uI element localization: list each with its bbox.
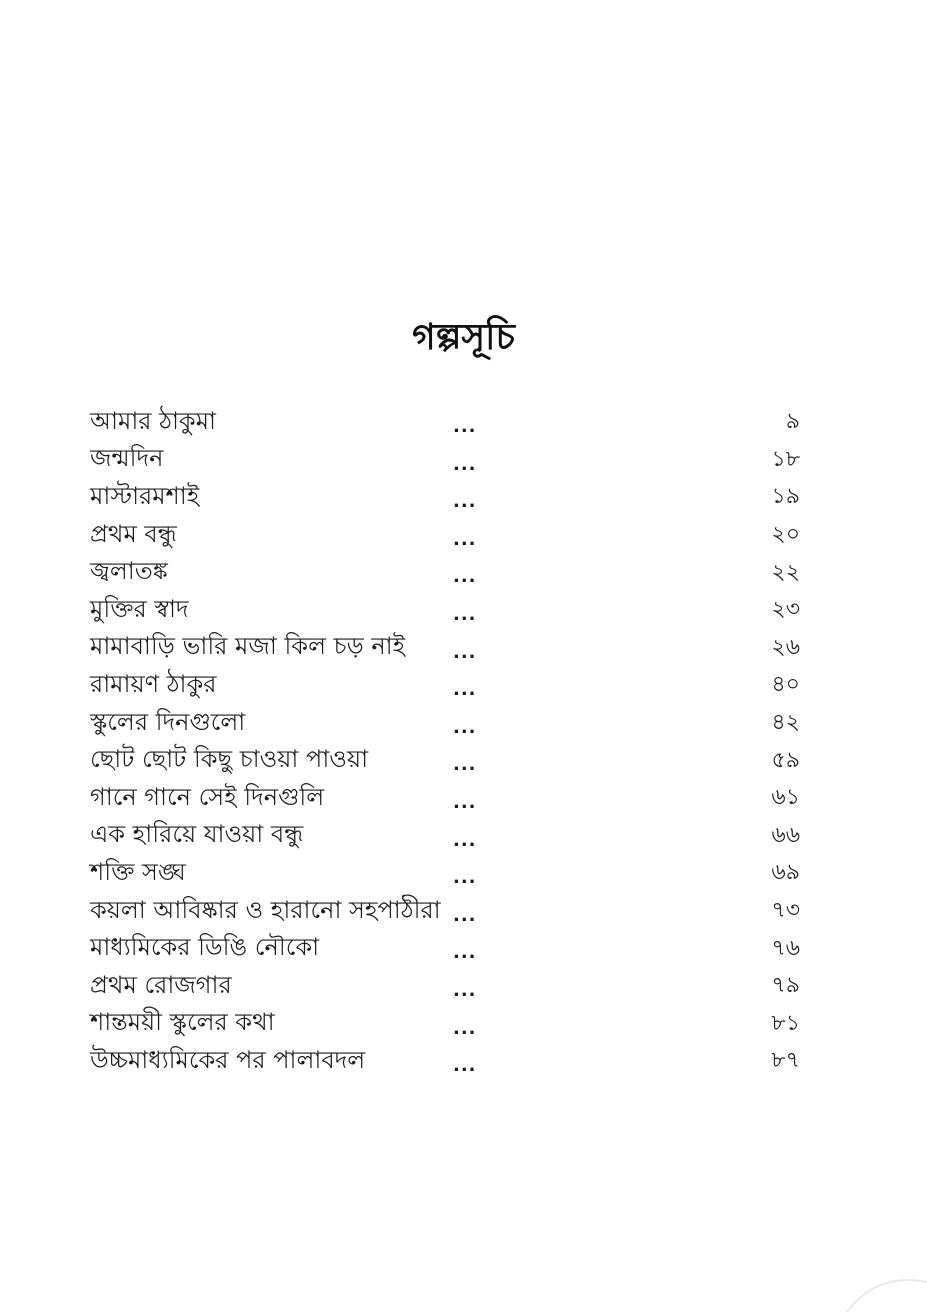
toc-leader-dots: ... — [453, 867, 477, 889]
toc-entry — [90, 742, 802, 780]
toc-entry — [90, 855, 802, 893]
toc-leader-dots: ... — [453, 979, 477, 1001]
toc-page-number: ২৬ — [771, 634, 800, 660]
toc-entry — [90, 705, 802, 743]
toc-entry — [90, 780, 802, 818]
toc-leader-dots: ... — [453, 603, 477, 625]
toc-leader-dots: ... — [453, 1055, 477, 1077]
toc-entry — [90, 554, 802, 592]
toc-leader-dots: ... — [453, 716, 477, 738]
toc-page-number: ১৮ — [771, 446, 800, 472]
toc-entry — [90, 442, 802, 480]
toc-page-number: ২৩ — [771, 597, 800, 623]
toc-entry-title: মুক্তির স্বাদ — [90, 594, 189, 623]
toc-page-number: ৬৬ — [771, 822, 800, 848]
toc-page-number: ৫৯ — [771, 747, 800, 773]
toc-entry-title: কয়লা আবিষ্কার ও হারানো সহপাঠীরা — [90, 895, 441, 924]
toc-leader-dots: ... — [453, 754, 477, 776]
toc-entry-title: প্রথম রোজগার — [90, 970, 232, 999]
toc-entry — [90, 1006, 802, 1044]
toc-entry — [90, 1043, 802, 1081]
toc-page-number: ৬১ — [771, 785, 800, 811]
toc-entry — [90, 930, 802, 968]
toc-entry-title: ছোট ছোট কিছু চাওয়া পাওয়া — [90, 745, 369, 774]
toc-entry-title: স্কুলের দিনগুলো — [90, 707, 246, 736]
toc-entry-title: শক্তি সঙ্ঘ — [90, 857, 186, 886]
toc-entry-title: মামাবাড়ি ভারি মজা কিল চড় নাই — [90, 632, 406, 661]
toc-entry — [90, 818, 802, 856]
toc-leader-dots: ... — [453, 641, 477, 663]
toc-leader-dots: ... — [453, 679, 477, 701]
toc-leader-dots: ... — [453, 528, 477, 550]
toc-entry — [90, 630, 802, 668]
toc-entry — [90, 517, 802, 555]
toc-leader-dots: ... — [453, 904, 477, 926]
toc-entry-title: জন্মদিন — [90, 444, 164, 473]
toc-page-number: ৪২ — [771, 710, 800, 736]
toc-page-number: ৬৯ — [771, 860, 800, 886]
toc-entry-title: গানে গানে সেই দিনগুলি — [90, 782, 325, 811]
table-of-contents — [90, 404, 802, 1081]
toc-leader-dots: ... — [453, 453, 477, 475]
toc-entry-title: উচ্চমাধ্যমিকের পর পালাবদল — [90, 1045, 366, 1074]
toc-page-number: ৭৬ — [771, 935, 800, 961]
toc-page-number: ১৯ — [771, 484, 800, 510]
page-title: গল্পসূচি — [412, 317, 515, 358]
toc-entry-title: মাস্টারমশাই — [90, 481, 200, 510]
toc-entry — [90, 667, 802, 705]
toc-page-number: ৯ — [785, 409, 800, 435]
toc-entry — [90, 479, 802, 517]
toc-page-number: ২২ — [771, 559, 800, 585]
toc-entry-title: রামায়ণ ঠাকুর — [90, 669, 217, 698]
toc-leader-dots: ... — [453, 491, 477, 513]
toc-entry — [90, 968, 802, 1006]
toc-entry-title: জ্বলাতঙ্ক — [90, 557, 168, 586]
toc-leader-dots: ... — [453, 566, 477, 588]
page-corner-curl — [827, 1262, 927, 1312]
toc-leader-dots: ... — [453, 416, 477, 437]
toc-page-number: ৮১ — [771, 1010, 800, 1036]
toc-leader-dots: ... — [453, 829, 477, 851]
toc-leader-dots: ... — [453, 942, 477, 964]
toc-entry-title: মাধ্যমিকের ডিঙি নৌকো — [90, 933, 320, 962]
toc-page-number: ৭৩ — [771, 898, 800, 924]
toc-entry-title: আমার ঠাকুমা — [90, 406, 216, 435]
toc-entry — [90, 893, 802, 931]
toc-leader-dots: ... — [453, 791, 477, 813]
toc-page-number: ২০ — [771, 522, 800, 548]
toc-entry — [90, 404, 802, 442]
toc-entry-title: প্রথম বন্ধু — [90, 519, 177, 548]
toc-page-number: ৮৭ — [771, 1048, 800, 1074]
toc-entry-title: এক হারিয়ে যাওয়া বন্ধু — [90, 820, 304, 849]
toc-page-number: ৪০ — [771, 672, 800, 698]
toc-leader-dots: ... — [453, 1017, 477, 1039]
toc-entry — [90, 592, 802, 630]
toc-page-number: ৭৯ — [771, 973, 800, 999]
toc-entry-title: শান্তময়ী স্কুলের কথা — [90, 1008, 275, 1037]
